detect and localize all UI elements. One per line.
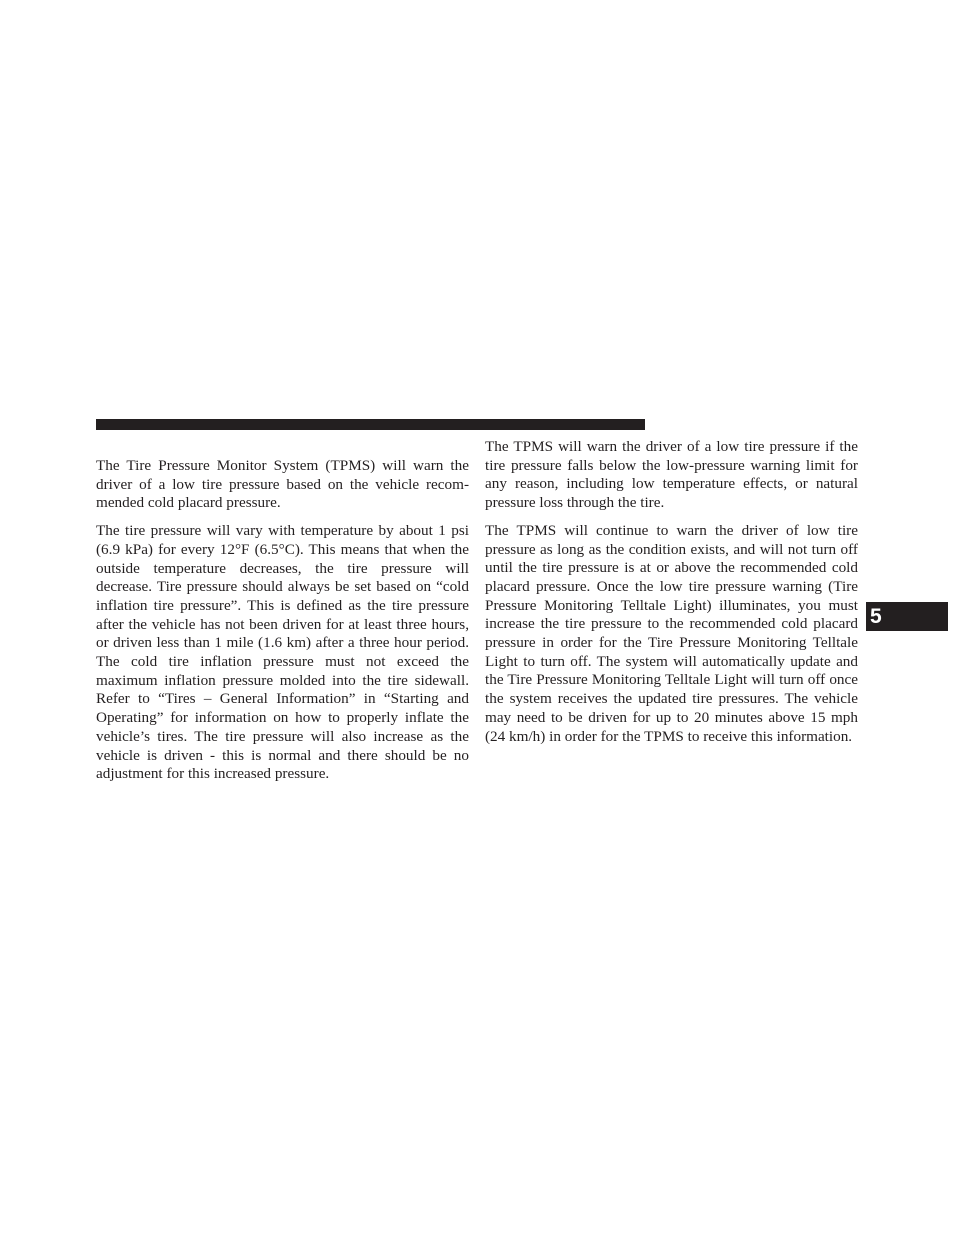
left-column xyxy=(96,457,469,793)
paragraph-low-pressure-warning: The TPMS will warn the driver of a low tire pressure if the tire pressure falls below the low-pressure warning limit for any reason, including low temperature effects, or natural pressure loss through the tire. xyxy=(485,438,858,512)
section-rule xyxy=(96,419,645,430)
paragraph-temperature-effects: The tire pressure will vary with temperature by about 1 psi (6.9 kPa) for every 12°F (6.5°C). This means that when the outside temperature decreases, the tire pressure will decrease. Tire pressure should always be set based on “cold inflation tire pressure”. This is defined as the tire pressure after the vehicle has not been driven for at least three hours, or driven less than 1 mile (1.6 km) after a three hour period. The cold tire inflation pressure must not exceed the maximum inflation pressure molded into the tire sidewall. Refer to “Tires – General Information” in “Starting and Operating” for information on how to properly inflate the vehicle’s tires. The tire pressure will also increase as the vehicle is driven - this is normal and there should be no adjustment for this increased pressure. xyxy=(96,522,469,783)
paragraph-tpms-intro: The Tire Pressure Monitor System (TPMS) will warn the driver of a low tire pressure based on the vehicle recommended cold placard pressure. xyxy=(96,457,469,512)
paragraph-warning-duration: The TPMS will continue to warn the driver of low tire pressure as long as the condition exists, and will not turn off until the tire pressure is at or above the recommended cold placard pressure. Once the low tire pressure warning (Tire Pressure Monitoring Telltale Light) illuminates, you must increase the tire pressure to the recommended cold placard pressure in order for the Tire Pressure Monitoring Telltale Light to turn off. The system will automatically update and the Tire Pressure Monitoring Telltale Light will turn off once the system receives the updated tire pressures. The vehicle may need to be driven for up to 20 minutes above 15 mph (24 km/h) in order for the TPMS to receive this information. xyxy=(485,521,858,745)
right-column xyxy=(485,438,858,755)
chapter-tab: 5 xyxy=(866,602,948,631)
